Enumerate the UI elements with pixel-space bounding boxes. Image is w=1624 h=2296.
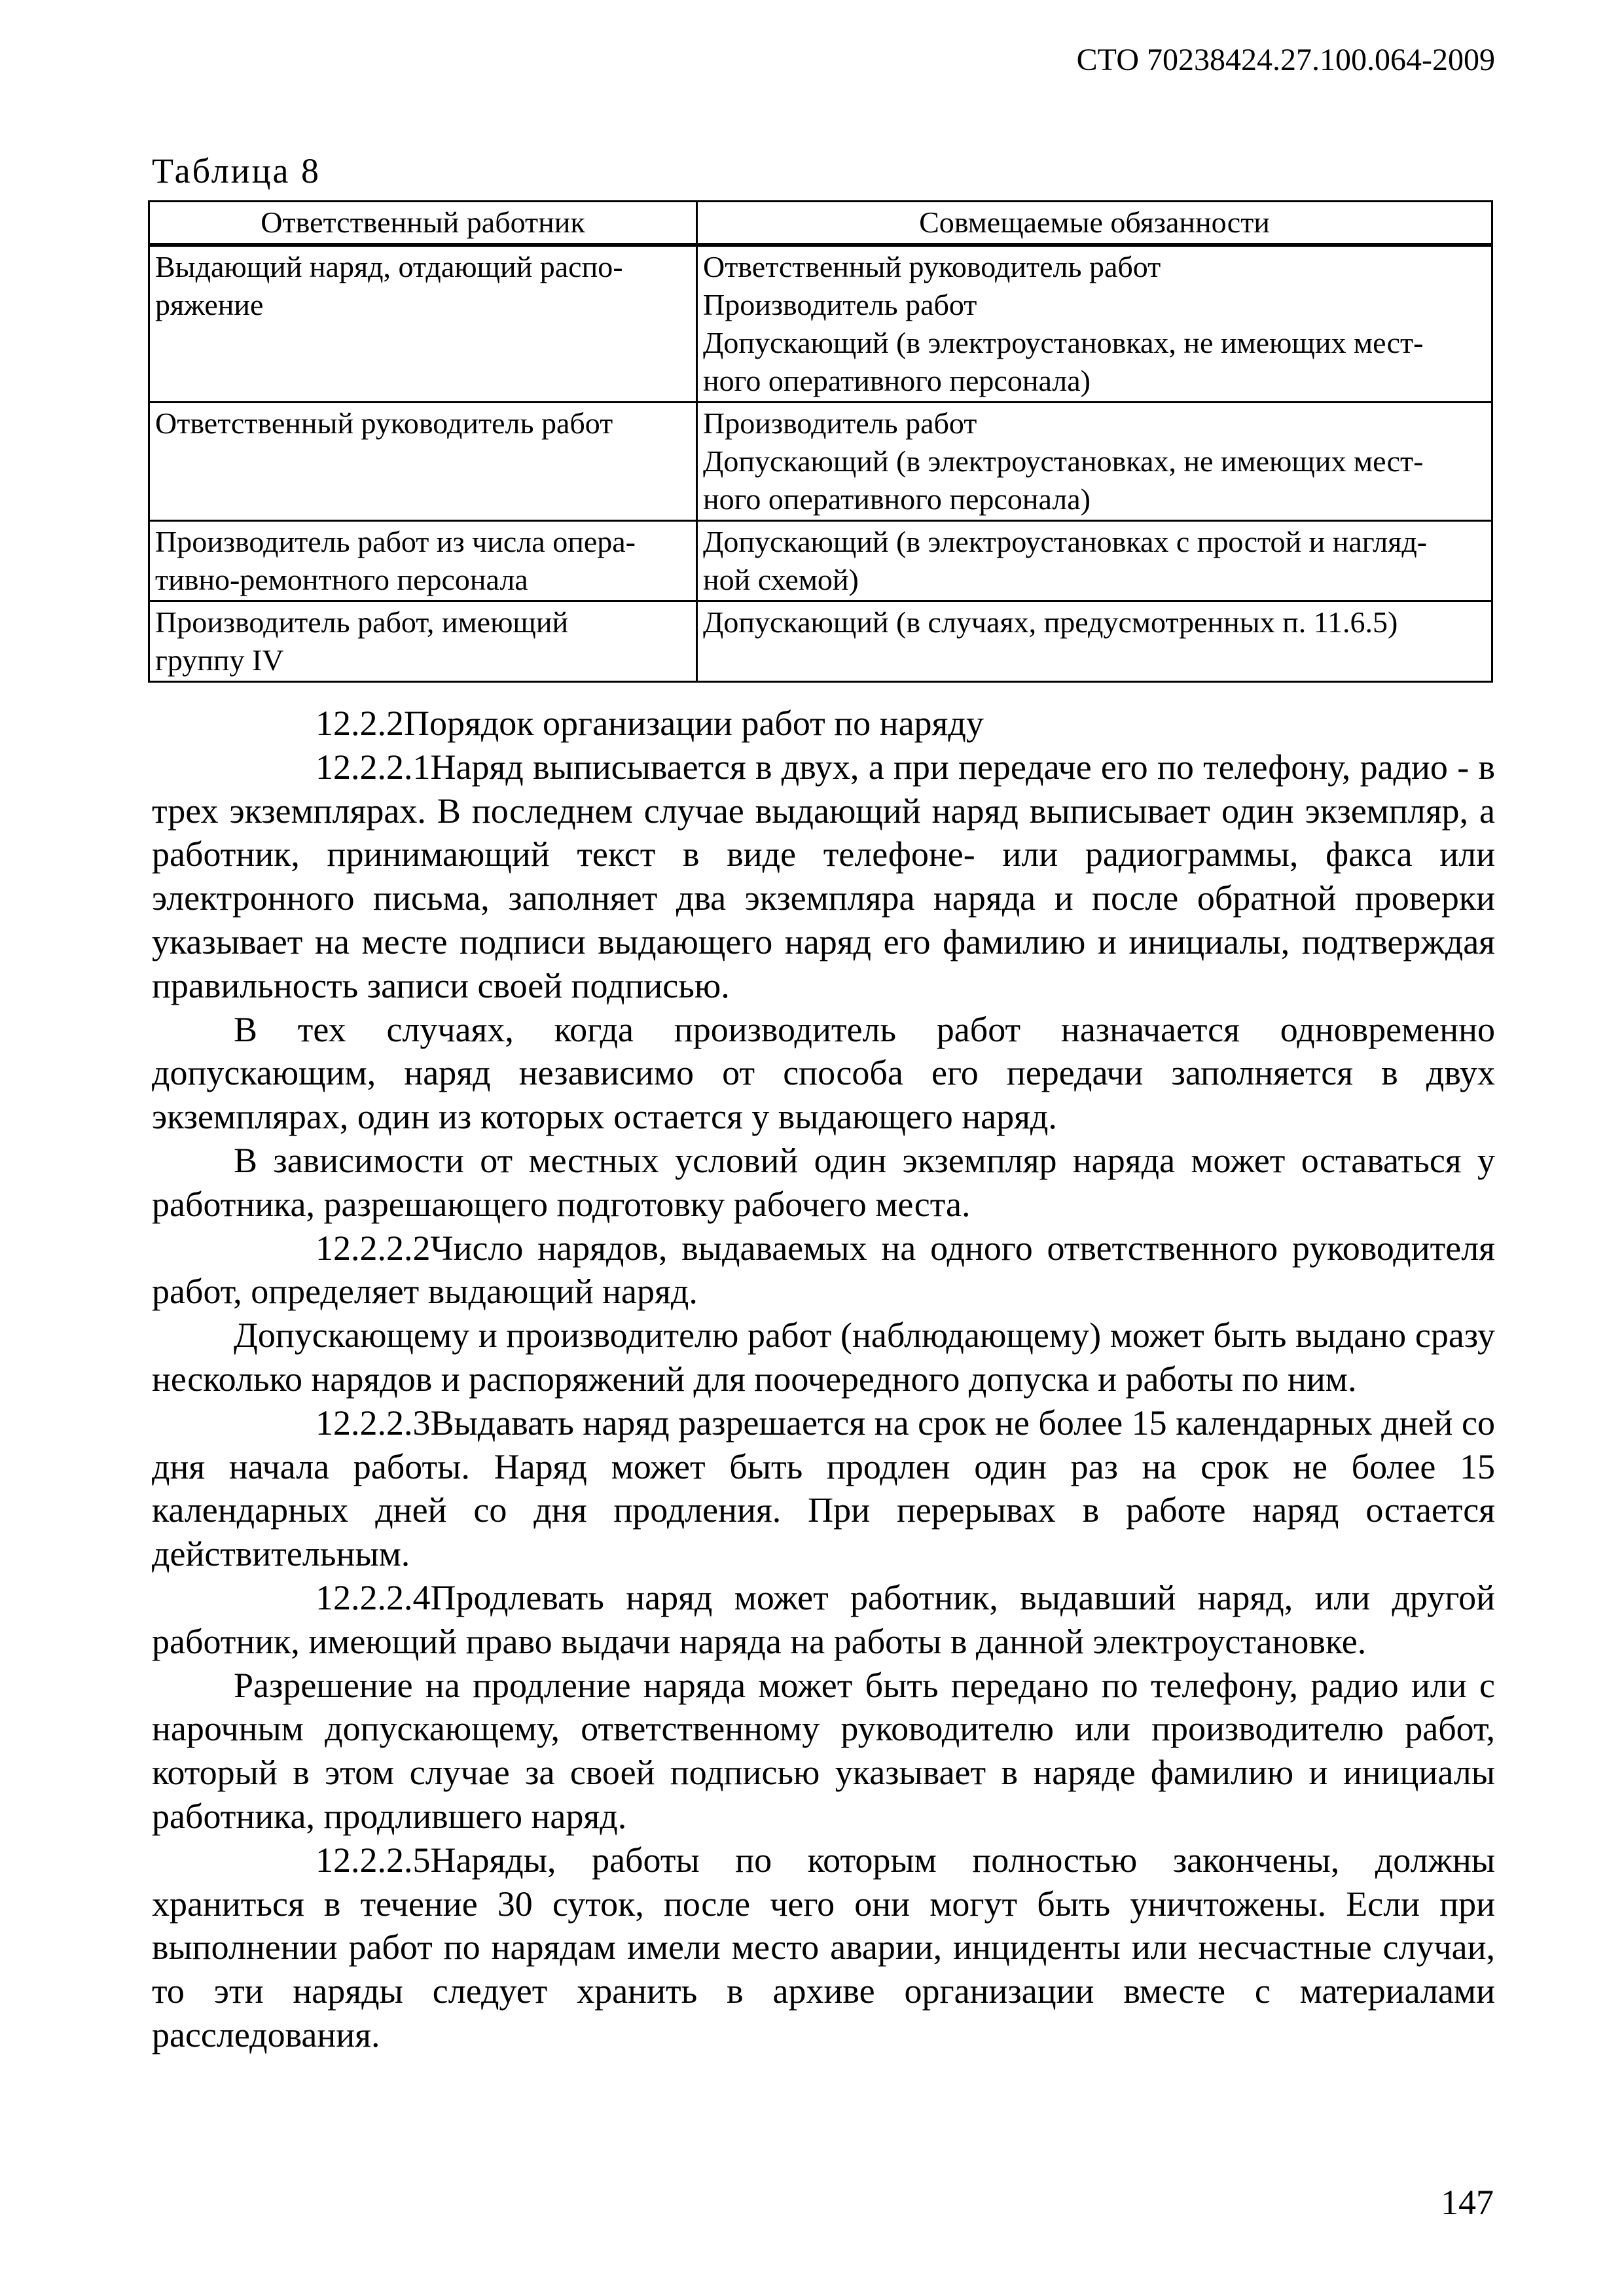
table-header-row xyxy=(149,202,1492,245)
cell-line: Ответственный руководитель работ xyxy=(155,406,613,440)
cell-line: Допускающий (в электроустановках с простой и нагляд- xyxy=(703,525,1428,558)
cell-line: Выдающий наряд, отдающий распо- xyxy=(155,250,623,283)
cell-line: Ответственный руководитель работ xyxy=(703,250,1161,283)
page-number: 147 xyxy=(1441,2183,1494,2222)
body-text xyxy=(152,702,1495,2057)
paragraph xyxy=(152,1008,1495,1139)
section-title: Порядок организации работ по наряду xyxy=(404,704,984,743)
cell-line: Производитель работ, имеющий xyxy=(155,605,569,639)
cell-line: ного оперативного персонала) xyxy=(703,482,1091,516)
cell-line: ной схемой) xyxy=(703,563,859,596)
column-header-worker: Ответственный работник xyxy=(149,202,697,245)
clause-number: 12.2.2.4 xyxy=(316,1577,431,1617)
cell-line: Производитель работ xyxy=(703,406,977,440)
table-row xyxy=(149,521,1492,601)
clause-number: 12.2.2.2 xyxy=(316,1228,431,1268)
duties-cell xyxy=(697,601,1492,682)
worker-cell xyxy=(149,403,697,521)
document-code: СТО 70238424.27.100.064-2009 xyxy=(1076,43,1495,77)
paragraph xyxy=(152,1401,1495,1576)
cell-line: ряжение xyxy=(155,288,264,321)
paragraph xyxy=(152,1139,1495,1227)
paragraph xyxy=(152,745,1495,1008)
table-caption: Таблица 8 xyxy=(152,151,321,190)
section-heading xyxy=(152,702,1495,745)
paragraph-text: Наряд выписывается в двух, а при передаче его по телефону, радио - в трех экземплярах. В последнем случае выдающий наряд выписывает один экземпляр, а работник, принимающий текст в виде телефоне- или радиограммы, факса или электронного письма, заполняет два экземпляра наряда и после обратной проверки указывает на месте подписи выдающего наряд его фамилию и инициалы, подтверждая правильность записи своей подписью. xyxy=(152,747,1495,1005)
paragraph xyxy=(152,1576,1495,1664)
clause-number: 12.2.2.5 xyxy=(316,1840,431,1880)
cell-line: группу IV xyxy=(155,643,284,677)
section-number: 12.2.2 xyxy=(316,704,404,743)
clause-number: 12.2.2.3 xyxy=(316,1403,431,1443)
cell-line: Допускающий (в электроустановках, не имеющих мест- xyxy=(703,444,1424,478)
table-row xyxy=(149,601,1492,682)
paragraph-text: Выдавать наряд разрешается на срок не более 15 календарных дней со дня начала работы. Наряд может быть продлен один раз на срок не более 15 календарных дней со дня продления. При перерывах в работе наряд остается действительным. xyxy=(152,1403,1495,1574)
paragraph-text: Продлевать наряд может работник, выдавший наряд, или другой работник, имеющий право выдачи наряда на работы в данной электроустановке. xyxy=(152,1577,1495,1661)
table-row xyxy=(149,245,1492,403)
cell-line: Производитель работ из числа опера- xyxy=(155,525,636,558)
worker-cell xyxy=(149,245,697,403)
worker-cell xyxy=(149,601,697,682)
table-row xyxy=(149,403,1492,521)
column-header-duties: Совмещаемые обязанности xyxy=(697,202,1492,245)
duties-cell xyxy=(697,403,1492,521)
cell-line: ного оперативного персонала) xyxy=(703,364,1091,397)
paragraph xyxy=(152,1314,1495,1401)
cell-line: Допускающий (в случаях, предусмотренных п. 11.6.5) xyxy=(703,605,1398,639)
paragraph-text: Допускающему и производителю работ (наблюдающему) может быть выдано сразу несколько нарядов и распоряжений для поочередного допуска и работы по ним. xyxy=(152,1316,1495,1399)
paragraph xyxy=(152,1839,1495,2057)
cell-line: Производитель работ xyxy=(703,288,977,321)
clause-number: 12.2.2.1 xyxy=(316,747,431,787)
paragraph-text: В тех случаях, когда производитель работ назначается одновременно допускающим, наряд независимо от способа его передачи заполняется в двух экземплярах, один из которых остается у выдающего наряд. xyxy=(152,1009,1495,1137)
cell-line: Допускающий (в электроустановках, не имеющих мест- xyxy=(703,326,1424,359)
paragraph-text: Разрешение на продление наряда может быть передано по телефону, радио или с нарочным допускающему, ответственному руководителю или производителю работ, который в этом случае за своей подписью указывает в наряде фамилию и инициалы работника, продлившего наряд. xyxy=(152,1665,1495,1836)
paragraph xyxy=(152,1664,1495,1839)
duties-table xyxy=(148,200,1493,683)
duties-cell xyxy=(697,245,1492,403)
duties-cell xyxy=(697,521,1492,601)
paragraph-text: В зависимости от местных условий один экземпляр наряда может оставаться у работника, разрешающего подготовку рабочего места. xyxy=(152,1140,1495,1224)
cell-line: тивно-ремонтного персонала xyxy=(155,563,528,596)
paragraph-text: Наряды, работы по которым полностью закончены, должны храниться в течение 30 суток, после чего они могут быть уничтожены. Если при выполнении работ по нарядам имели место аварии, инциденты или несчастные случаи, то эти наряды следует хранить в архиве организации вместе с материалами расследования. xyxy=(152,1840,1495,2054)
paragraph xyxy=(152,1227,1495,1314)
paragraph-text: Число нарядов, выдаваемых на одного ответственного руководителя работ, определяет выдающий наряд. xyxy=(152,1228,1495,1312)
worker-cell xyxy=(149,521,697,601)
